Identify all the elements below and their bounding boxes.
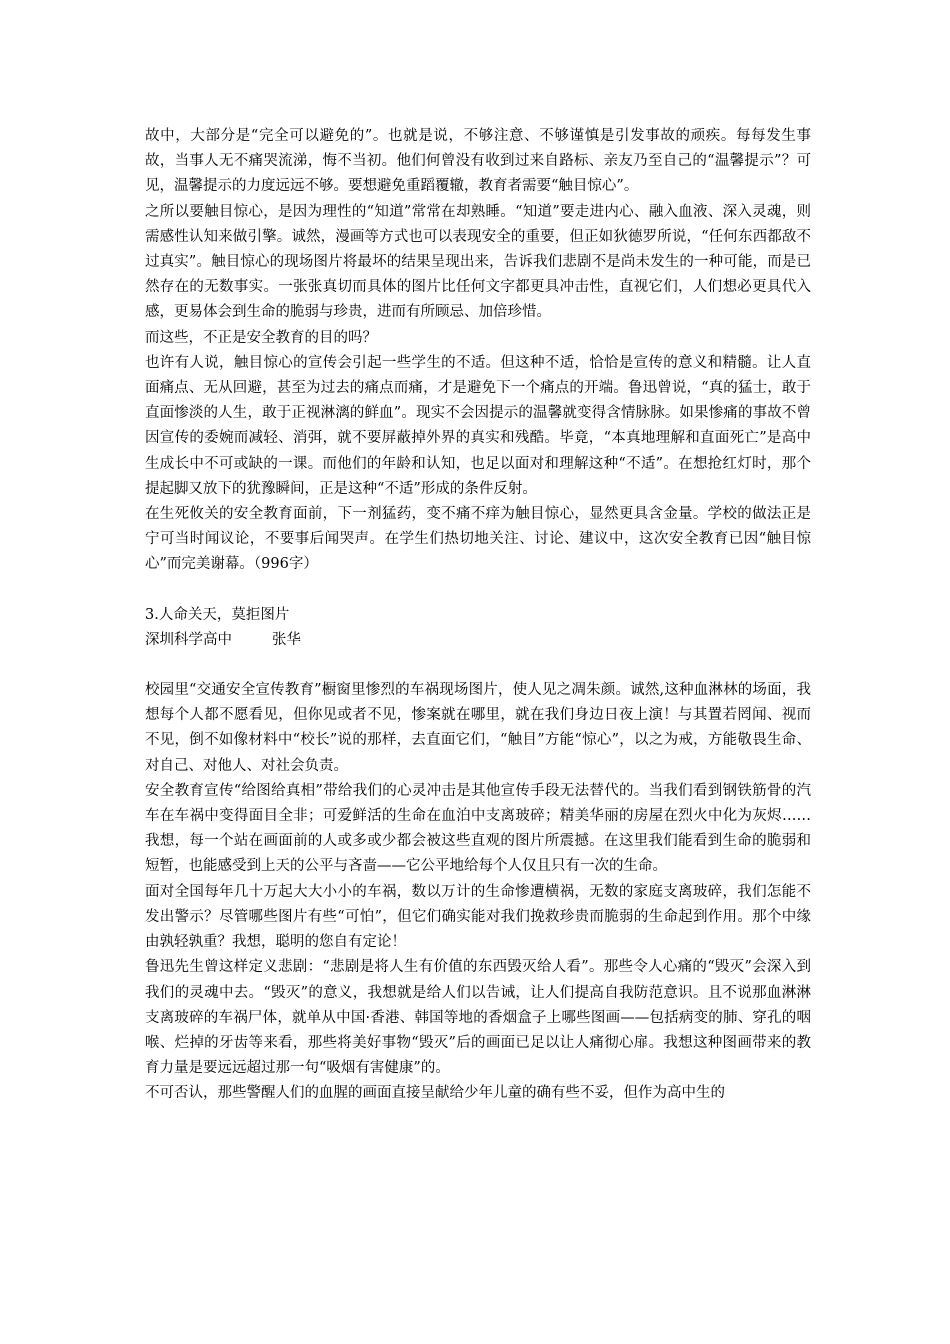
author-name: 张华 bbox=[272, 631, 301, 648]
body-paragraph: 安全教育宣传“给图给真相”带给我们的心灵冲击是其他宣传手段无法替代的。当我们看到钢铁筋骨的汽车在车祸中变得面目全非；可爱鲜活的生命在血泊中支离玻碎；精美华丽的房屋在烈火中化为灰烬……我想，每一个站在画面前的人或多或少都会被这些直观的图片所震撼。在这里我们能看到生命的脆弱和短暂，也能感受到上天的公平与吝啬——它公平地给每个人仅且只有一次的生命。 bbox=[145, 782, 811, 875]
article-byline bbox=[145, 628, 811, 653]
blank-line bbox=[145, 653, 811, 678]
body-paragraph: 面对全国每年几十万起大大小小的车祸，数以万计的生命惨遭横祸，无数的家庭支离玻碎，我们怎能不发出警示？尽管哪些图片有些“可怕”，但它们确实能对我们挽救珍贵而脆弱的生命起到作用。那个中缘由孰轻孰重？我想，聪明的您自有定论！ bbox=[145, 883, 811, 951]
body-paragraph: 而这些，不正是安全教育的目的吗？ bbox=[145, 329, 377, 346]
body-paragraph: 校园里“交通安全宣传教育”橱窗里惨烈的车祸现场图片，使人见之凋朱颜。诚然,这种血淋林的场面，我想每个人都不愿看见，但你见或者不见，惨案就在哪里，就在我们身边日夜上演！与其置若罔闻、视而不见，倒不如像材料中“校长”说的那样，去直面它们，“触目”方能“惊心”，以之为戒，方能敬畏生命、对自己、对他人、对社会负责。 bbox=[145, 682, 811, 774]
document-page bbox=[145, 124, 811, 1107]
body-paragraph: 故中，大部分是“完全可以避免的”。也就是说，不够注意、不够谨慎是引发事故的顽疾。每每发生事故，当事人无不痛哭流涕，悔不当初。他们何曾没有收到过来自路标、亲友乃至自己的“温馨提示”？可见，温馨提示的力度远远不够。要想避免重蹈覆辙，教育者需要“触目惊心”。 bbox=[145, 128, 811, 195]
author-school: 深圳科学高中 bbox=[145, 631, 232, 648]
body-paragraph: 不可否认，那些警醒人们的血腥的画面直接呈献给少年儿童的确有些不妥，但作为高中生的 bbox=[145, 1085, 725, 1102]
body-paragraph: 鲁迅先生曾这样定义悲剧：“悲剧是将人生有价值的东西毁灭给人看”。那些令人心痛的“毁灭”会深入到我们的灵魂中去。“毁灭”的意义，我想就是给人们以告诫，让人们提高自我防范意识。且不说那血淋淋支离玻碎的车祸尸体，就单从中国·香港、韩国等地的香烟盒子上哪些图画——包括病变的肺、穿孔的咽喉、烂掉的牙齿等来看，那些将美好事物“毁灭”后的画面已足以让人痛彻心扉。我想这种图画带来的教育力量是要远远超过那一句“吸烟有害健康”的。 bbox=[145, 959, 811, 1077]
blank-line bbox=[145, 578, 811, 603]
body-paragraph: 之所以要触目惊心，是因为理性的“知道”常常在却熟睡。“知道”要走进内心、融入血液、深入灵魂，则需感性认知来做引擎。诚然，漫画等方式也可以表现安全的重要，但正如狄德罗所说，“任何东西都敌不过真实”。触目惊心的现场图片将最坏的结果呈现出来，告诉我们悲剧不是尚未发生的一种可能，而是已然存在的无数事实。一张张真切而具体的图片比任何文字都更具冲击性，直视它们，人们想必更具代入感，更易体会到生命的脆弱与珍贵，进而有所顾忌、加倍珍惜。 bbox=[145, 203, 811, 321]
body-paragraph: 也许有人说，触目惊心的宣传会引起一些学生的不适。但这种不适，恰恰是宣传的意义和精髓。让人直面痛点、无从回避，甚至为过去的痛点而痛，才是避免下一个痛点的开端。鲁迅曾说，“真的猛士，敢于直面惨淡的人生，敢于正视淋漓的鲜血”。现实不会因提示的温馨就变得含情脉脉。如果惨痛的事故不曾因宣传的委婉而减轻、消弭，就不要屏蔽掉外界的真实和残酷。毕竟，“本真地理解和直面死亡”是高中生成长中不可或缺的一课。而他们的年龄和认知，也足以面对和理解这种“不适”。在想抢红灯时，那个提起脚又放下的犹豫瞬间，正是这种“不适”形成的条件反射。 bbox=[145, 354, 811, 497]
article-title: 3.人命关天，莫拒图片 bbox=[145, 606, 290, 623]
body-paragraph: 在生死攸关的安全教育面前，下一剂猛药，变不痛不痒为触目惊心，显然更具含金量。学校的做法正是宁可当时闻议论，不要事后闻哭声。在学生们热切地关注、讨论、建议中，这次安全教育已因“触目惊心”而完美谢幕。（996字） bbox=[145, 506, 811, 573]
